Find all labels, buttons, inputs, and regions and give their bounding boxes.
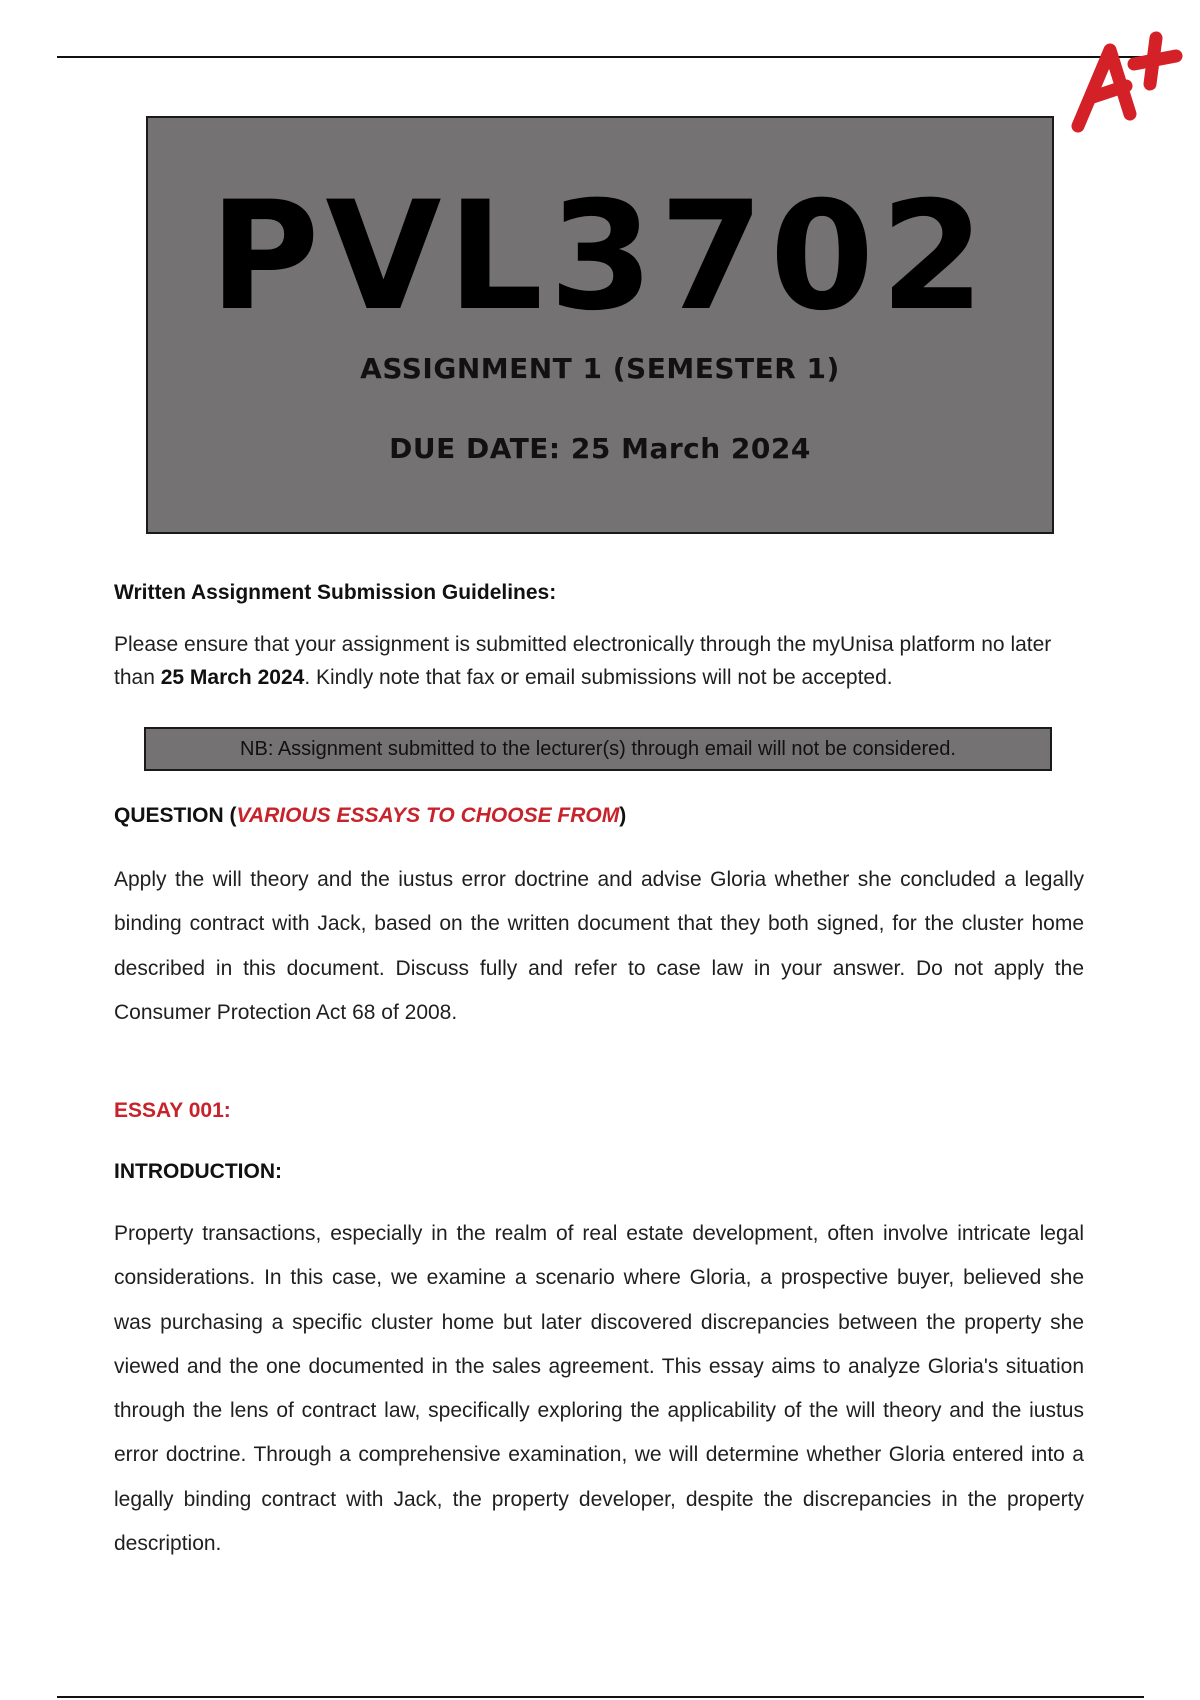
guidelines-date: 25 March 2024 [160,666,305,689]
guidelines-text-before: Please ensure that your assignment is submitted electronically through the myUnisa platform no later than [114,633,1052,689]
essay-label: ESSAY 001: [114,1099,231,1122]
assignment-title: ASSIGNMENT 1 (SEMESTER 1) [360,352,840,385]
bottom-rule [57,1696,1144,1698]
guidelines-heading: Written Assignment Submission Guidelines: [114,581,557,604]
introduction-paragraph: Property transactions, especially in the realm of real estate development, often involve intricate legal considerations. In this case, we examine a scenario where Gloria, a prospective buyer, believed she was purchasing a specific cluster home but later discovered discrepancies between the property she viewed and the one documented in the sales agreement. This essay aims to analyze Gloria's situation through the lens of contract law, specifically exploring the applicability of the will theory and the iustus error doctrine. Through a comprehensive examination, we will determine whether Gloria entered into a legally binding contract with Jack, the property developer, despite the discrepancies in the property description. [114,1222,1084,1556]
course-code-title: PVL3702 [209,170,991,344]
question-heading [114,804,1084,828]
guidelines-text-after: . Kindly note that fax or email submissions will not be accepted. [304,666,893,689]
introduction-heading: INTRODUCTION: [114,1160,282,1183]
question-suffix: ) [619,804,627,827]
question-highlight: VARIOUS ESSAYS TO CHOOSE FROM [236,804,620,827]
question-paragraph: Apply the will theory and the iustus error doctrine and advise Gloria whether she concluded a legally binding contract with Jack, based on the written document that they both signed, for the cluster home described in this document. Discuss fully and refer to case law in your answer. Do not apply the Consumer Protection Act 68 of 2008. [114,868,1084,1024]
notice-box: NB: Assignment submitted to the lecturer(s) through email will not be considered. [144,727,1052,771]
question-prefix: QUESTION ( [114,804,237,827]
a-plus-grade-icon [1064,28,1184,138]
guidelines-paragraph [114,628,1084,694]
due-date: DUE DATE: 25 March 2024 [389,432,811,465]
top-rule [57,56,1144,58]
cover-box [146,116,1054,534]
